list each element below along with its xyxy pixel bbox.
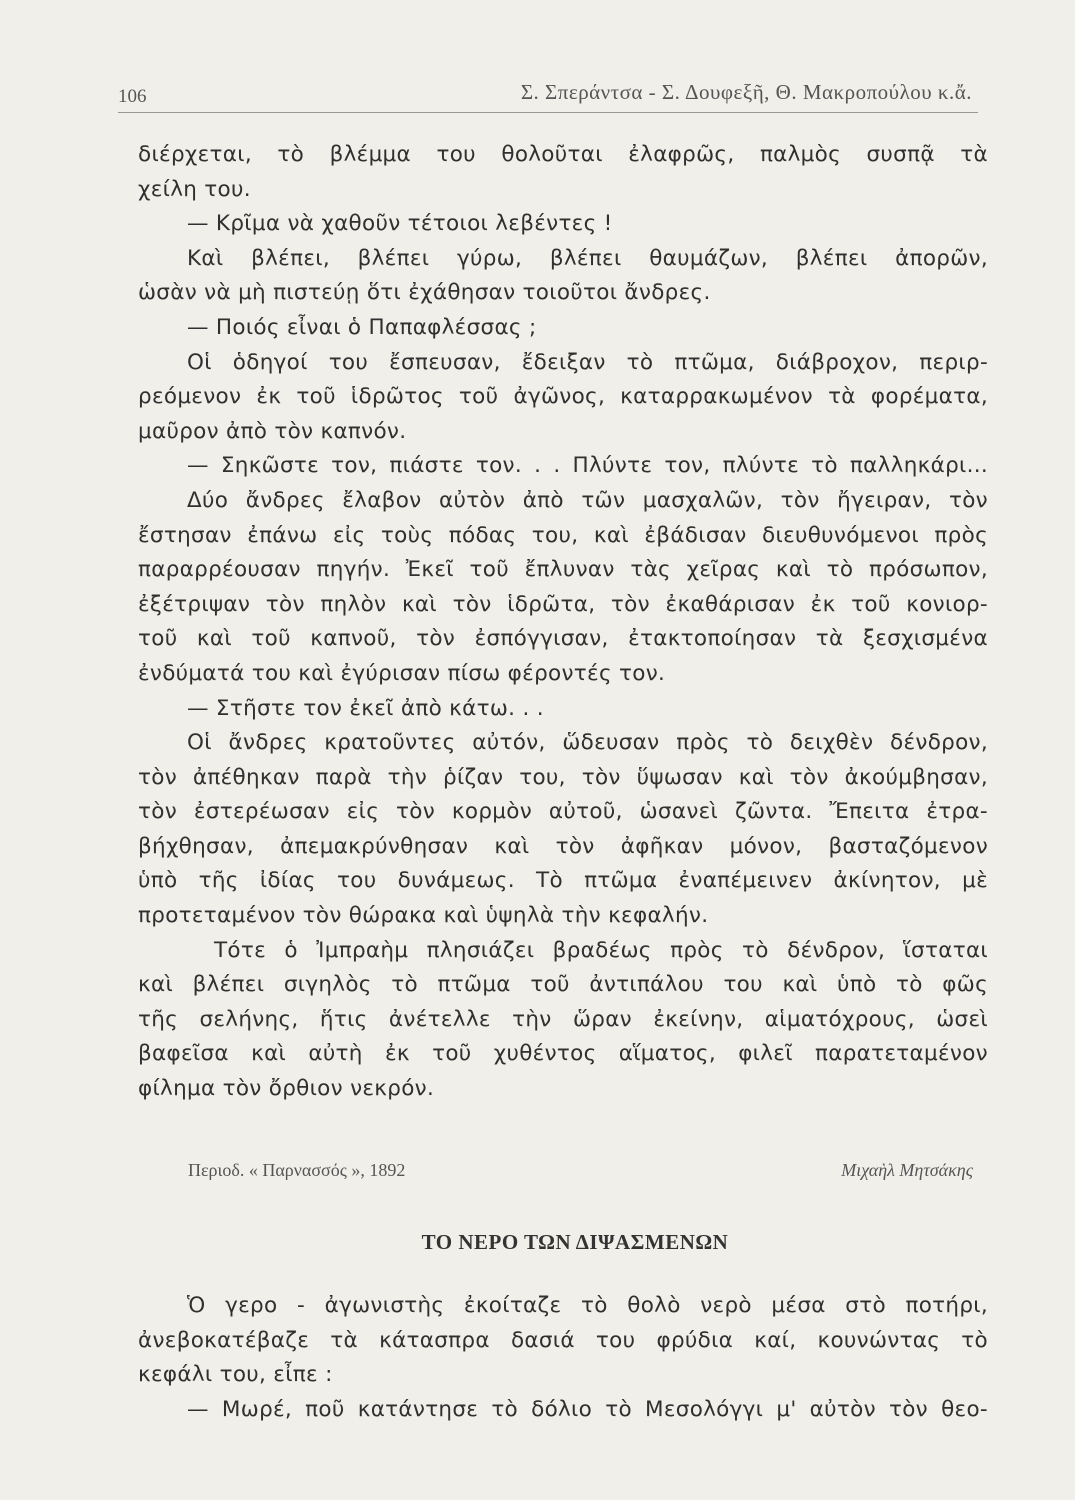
text-line: ἐνδύματά του καὶ ἐγύρισαν πίσω φέροντές τον. — [138, 660, 666, 686]
text-line: βαφεῖσα καὶ αὐτὴ ἐκ τοῦ χυθέντος αἵματος, φιλεῖ παρατεταμένον — [138, 1041, 988, 1067]
text-line: διέρχεται, τὸ βλέμμα του θολοῦται ἐλαφρῶς, παλμὸς συσπᾷ τὰ — [138, 142, 988, 167]
text-line: Δύο ἄνδρες ἔλαβον αὐτὸν ἀπὸ τῶν μασχαλῶν, τὸν ἤγειραν, τὸν — [187, 487, 988, 513]
text-line: χείλη του. — [138, 176, 251, 202]
text-line: ἀνεβοκατέβαζε τὰ κάτασπρα δασιά του φρύδια καί, κουνώντας τὸ — [138, 1327, 988, 1353]
text-line: Καὶ βλέπει, βλέπει γύρω, βλέπει θαυμάζων, βλέπει ἀπορῶν, — [187, 245, 988, 271]
text-line: Ὁ γερο - ἀγωνιστὴς ἐκοίταζε τὸ θολὸ νερὸ μέσα στὸ ποτήρι, — [187, 1293, 988, 1318]
attribution — [188, 1160, 973, 1190]
text-line: ἐξέτριψαν τὸν πηλὸν καὶ τὸν ἱδρῶτα, τὸν ἐκαθάρισαν ἐκ τοῦ κονιορ- — [138, 591, 988, 617]
text-line: Οἱ ὁδηγοί του ἔσπευσαν, ἔδειξαν τὸ πτῶμα, διάβροχον, περιρ- — [187, 349, 988, 375]
text-line: Τότε ὁ Ἰμπραὴμ πλησιάζει βραδέως πρὸς τὸ δένδρον, ἵσταται — [214, 937, 988, 963]
text-line: προτεταμένον τὸν θώρακα καὶ ὑψηλὰ τὴν κεφαλήν. — [138, 903, 709, 929]
text-line: μαῦρον ἀπὸ τὸν καπνόν. — [138, 418, 407, 444]
text-line: φίλημα τὸν ὄρθιον νεκρόν. — [138, 1076, 435, 1102]
text-line: βήχθησαν, ἀπεμακρύνθησαν καὶ τὸν ἀφῆκαν μόνον, βασταζόμενον — [138, 833, 988, 859]
text-line: ρεόμενον ἐκ τοῦ ἱδρῶτος τοῦ ἀγῶνος, καταρρακωμένον τὰ φορέματα, — [138, 384, 988, 410]
text-line: τῆς σελήνης, ἥτις ἀνέτελλε τὴν ὥραν ἐκείνην, αἱματόχρους, ὡσεὶ — [138, 1006, 988, 1032]
text-line: Οἱ ἄνδρες κρατοῦντες αὐτόν, ὥδευσαν πρὸς τὸ δειχθὲν δένδρον, — [187, 730, 988, 756]
section-title: ΤΟ ΝΕΡΟ ΤΩΝ ΔΙΨΑΣΜΕΝΩΝ — [421, 1230, 729, 1254]
text-line: ἔστησαν ἐπάνω εἰς τοὺς πόδας του, καὶ ἐβάδισαν διευθυνόμενοι πρὸς — [138, 522, 988, 548]
text-line: τὸν ἐστερέωσαν εἰς τὸν κορμὸν αὐτοῦ, ὡσανεὶ ζῶντα. Ἔπειτα ἐτρα- — [138, 799, 988, 825]
running-head: Σ. Σπεράντσα - Σ. Δουφεξῆ, Θ. Μακροπούλου κ.ἄ. — [520, 80, 972, 104]
text-line: — Ποιός εἶναι ὁ Παπαφλέσσας ; — [187, 314, 537, 340]
page-header — [118, 72, 978, 113]
section-text — [138, 1288, 988, 1426]
text-line: — Κρῖμα νὰ χαθοῦν τέτοιοι λεβέντες ! — [187, 211, 613, 237]
text-line: κεφάλι του, εἶπε : — [138, 1362, 333, 1388]
passage-text — [138, 138, 988, 1107]
page-number: 106 — [118, 86, 147, 107]
text-line: ὡσὰν νὰ μὴ πιστεύῃ ὅτι ἐχάθησαν τοιοῦτοι ἄνδρες. — [138, 280, 711, 306]
text-line: παραρρέουσαν πηγήν. Ἐκεῖ τοῦ ἔπλυναν τὰς χεῖρας καὶ τὸ πρόσωπον, — [138, 557, 988, 583]
text-line: καὶ βλέπει σιγηλὸς τὸ πτῶμα τοῦ ἀντιπάλου του καὶ ὑπὸ τὸ φῶς — [138, 972, 988, 998]
text-line: ὑπὸ τῆς ἰδίας του δυνάμεως. Τὸ πτῶμα ἐναπέμεινεν ἀκίνητον, μὲ — [138, 868, 988, 894]
text-line: τὸν ἀπέθηκαν παρὰ τὴν ῥίζαν του, τὸν ὕψωσαν καὶ τὸν ἀκούμβησαν, — [138, 764, 988, 790]
text-line: — Στῆστε τον ἐκεῖ ἀπὸ κάτω. . . — [187, 695, 544, 721]
text-line: τοῦ καὶ τοῦ καπνοῦ, τὸν ἐσπόγγισαν, ἐτακτοποίησαν τὰ ξεσχισμένα — [138, 626, 988, 652]
source-citation: Περιοδ. « Παρνασσός », 1892 — [188, 1160, 406, 1180]
author-signature: Μιχαὴλ Μητσάκης — [841, 1160, 973, 1180]
text-line: — Σηκῶστε τον, πιάστε τον. . . Πλύντε τον, πλύντε τὸ παλληκάρι... — [187, 453, 988, 479]
text-line: — Μωρέ, ποῦ κατάντησε τὸ δόλιο τὸ Μεσολόγγι μ' αὐτὸν τὸν θεο- — [187, 1396, 988, 1422]
